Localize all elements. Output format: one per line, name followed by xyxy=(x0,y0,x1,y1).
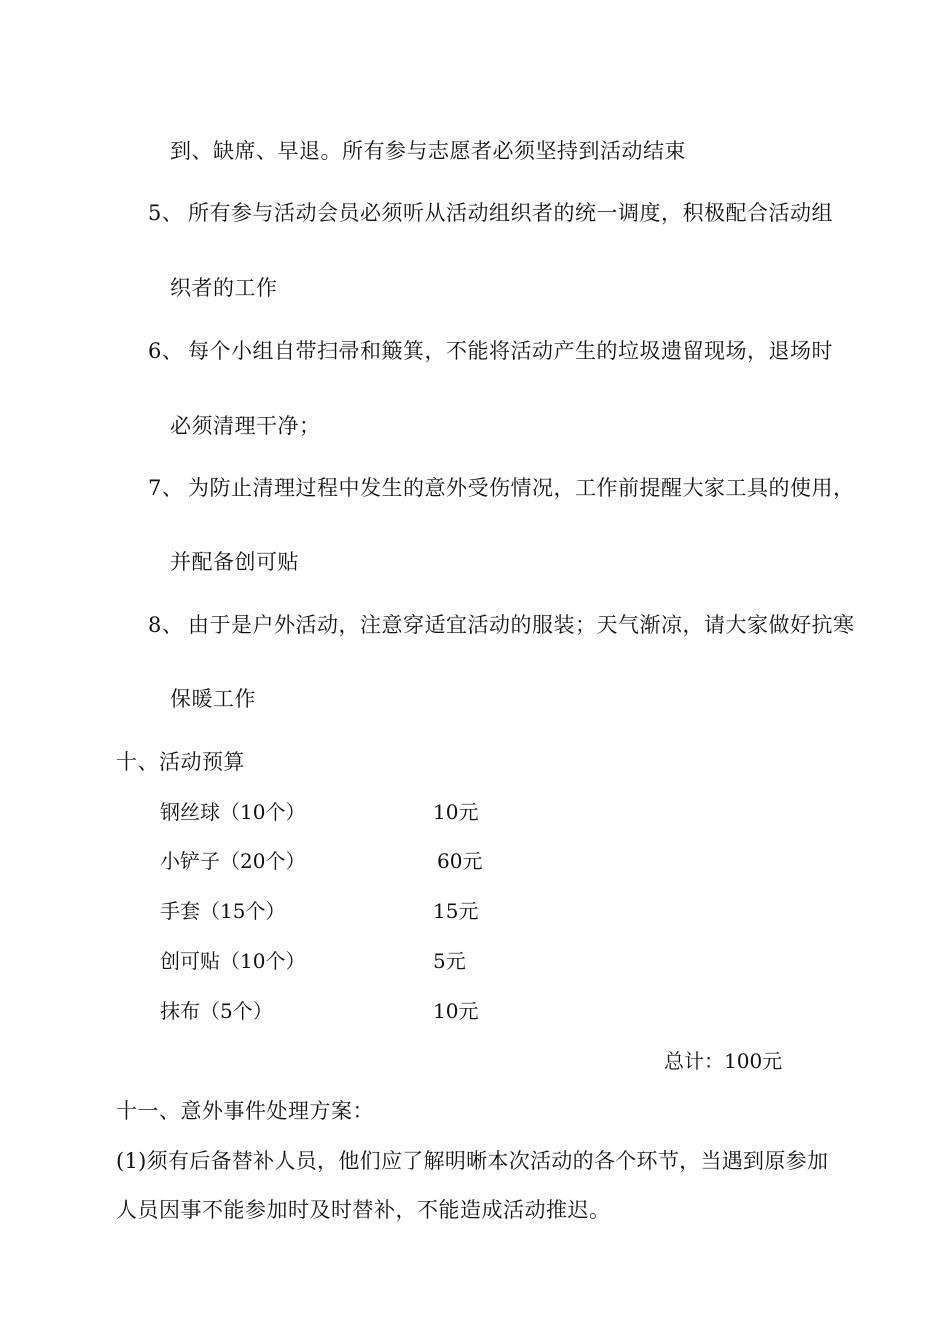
rule-5-line-2: 织者的工作 xyxy=(170,276,278,300)
rule-6-text: 每个小组自带扫帚和簸箕，不能将活动产生的垃圾遗留现场，退场时 xyxy=(188,339,833,363)
budget-total: 总计：100元 xyxy=(664,1049,783,1073)
continuation-line: 到、缺席、早退。所有参与志愿者必须坚持到活动结束 xyxy=(170,139,686,163)
rule-6-number: 6、 xyxy=(148,339,184,363)
rule-8-text: 由于是户外活动，注意穿适宜活动的服装；天气渐凉，请大家做好抗寒 xyxy=(188,613,855,637)
budget-item-name: 钢丝球（10个） xyxy=(160,800,306,824)
rule-5-line-1 xyxy=(148,199,833,227)
budget-item-cost: 10元 xyxy=(433,999,479,1023)
rule-7-number: 7、 xyxy=(148,476,184,500)
budget-item-cost: 60元 xyxy=(437,849,483,873)
rule-8-line-1 xyxy=(148,611,855,639)
budget-item-name: 抹布（5个） xyxy=(160,999,273,1023)
rule-8-number: 8、 xyxy=(148,613,184,637)
rule-8-line-2: 保暖工作 xyxy=(170,687,256,711)
rule-5-text: 所有参与活动会员必须听从活动组织者的统一调度，积极配合活动组 xyxy=(188,201,833,225)
budget-item-name: 手套（15个） xyxy=(160,899,286,923)
budget-heading: 十、活动预算 xyxy=(116,750,245,774)
contingency-heading: 十一、意外事件处理方案： xyxy=(116,1099,374,1123)
rule-7-text: 为防止清理过程中发生的意外受伤情况，工作前提醒大家工具的使用， xyxy=(188,476,855,500)
rule-7-line-1 xyxy=(148,474,855,502)
budget-item-name: 小铲子（20个） xyxy=(160,849,306,873)
rule-5-number: 5、 xyxy=(148,201,184,225)
budget-item-cost: 15元 xyxy=(433,899,479,923)
rule-6-line-1 xyxy=(148,337,833,365)
budget-item-name: 创可贴（10个） xyxy=(160,949,306,973)
rule-6-line-2: 必须清理干净； xyxy=(170,414,321,438)
budget-item-cost: 5元 xyxy=(433,949,466,973)
contingency-paragraph-line-2: 人员因事不能参加时及时替补，不能造成活动推迟。 xyxy=(116,1198,611,1222)
rule-7-line-2: 并配备创可贴 xyxy=(170,550,299,574)
contingency-paragraph-line-1: (1)须有后备替补人员，他们应了解明晰本次活动的各个环节，当遇到原参加 xyxy=(116,1149,829,1173)
budget-item-cost: 10元 xyxy=(433,800,479,824)
